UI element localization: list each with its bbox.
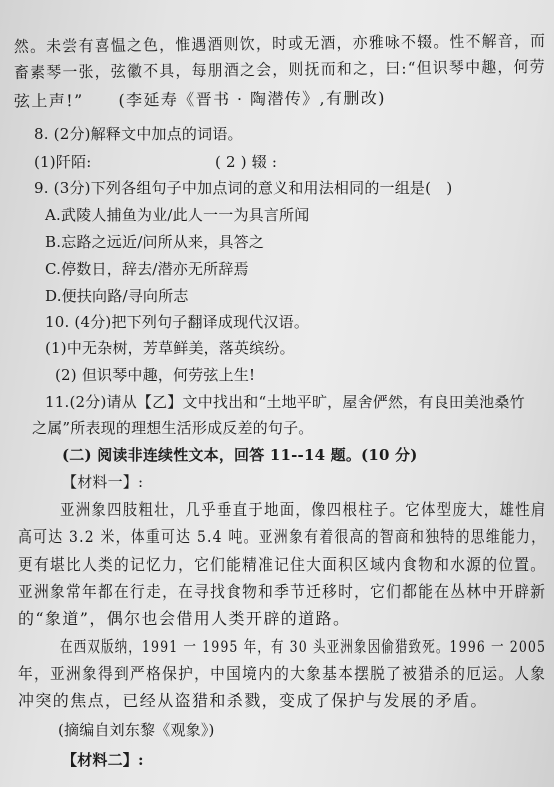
text-line: 弦上声!” (李延寿《晋书 · 陶潜传》,有删改)	[13, 88, 386, 111]
text-line: 年，亚洲象得到严格保护，中国境内的大象基本摆脱了被猎杀的厄运。人象	[18, 664, 547, 683]
option-b: B.忘路之远近/问所从来，具答之	[45, 233, 265, 251]
source-citation: (摘编自刘东黎《观象》)	[58, 721, 215, 739]
text-line: 高可达 3.2 米，体重可达 5.4 吨。亚洲象有着很高的智商和独特的思维能力，	[18, 527, 547, 546]
section-heading: (二) 阅读非连续性文本，回答 11--14 题。(10 分)	[62, 446, 418, 464]
option-a: A.武陵人捕鱼为业/此人一一为具言所闻	[45, 206, 310, 224]
question-10: 10. (4分)把下列句子翻译成现代汉语。	[45, 313, 310, 331]
question-11: 11.(2分)请从【乙】文中找出和“土地平旷，屋舍俨然，有良田美池桑竹	[45, 393, 525, 411]
question-9: 9. (3分)下列各组句子中加点词的意义和用法相同的一组是( )	[34, 179, 453, 197]
material-2-label: 【材料二】:	[62, 751, 144, 769]
text-line: 的“象道”，偶尔也会借用人类开辟的道路。	[18, 609, 351, 628]
text-line: 亚洲象常年都在行走，在寻找食物和季节迁移时，它们都能在丛林中开辟新	[18, 582, 547, 601]
text-line: 亚洲象四肢粗壮，几乎垂直于地面，像四根柱子。它体型庞大，雄性肩	[60, 500, 547, 519]
text-line: 在西双版纳，1991 一 1995 年，有 30 头亚洲象因偷猎致死。1996 一 2005	[60, 637, 547, 656]
answer-blank-1: (1)阡陌:	[34, 153, 92, 171]
translate-item-1: (1)中无杂树，芳草鲜美，落英缤纷。	[45, 339, 295, 357]
answer-blank-2: ( 2 ) 辍 :	[215, 153, 278, 171]
question-8: 8. (2分)解释文中加点的词语。	[34, 125, 243, 143]
text-line: 冲突的焦点，已经从盗猎和杀戮，变成了保护与发展的矛盾。	[18, 691, 488, 710]
option-d: D.便扶向路/寻向所志	[45, 287, 189, 305]
translate-item-2: (2) 但识琴中趣，何劳弦上生!	[55, 366, 256, 384]
text-line: 畜素琴一张，弦徽不具，每朋酒之会，则抚而和之，曰:“但识琴中趣，何劳	[13, 56, 546, 82]
option-c: C.停数日，辞去/潜亦无所辞焉	[45, 260, 249, 278]
text-line: 然。未尝有喜愠之色，惟遇酒则饮，时或无酒，亦雅咏不辍。性不解音，而	[13, 30, 547, 56]
text-line: 更有堪比人类的记忆力，它们能精准记住大面积区域内食物和水源的位置。	[18, 555, 547, 574]
question-11-cont: 之属”所表现的理想生活形成反差的句子。	[32, 419, 314, 437]
material-1-label: 【材料一】:	[62, 473, 144, 491]
